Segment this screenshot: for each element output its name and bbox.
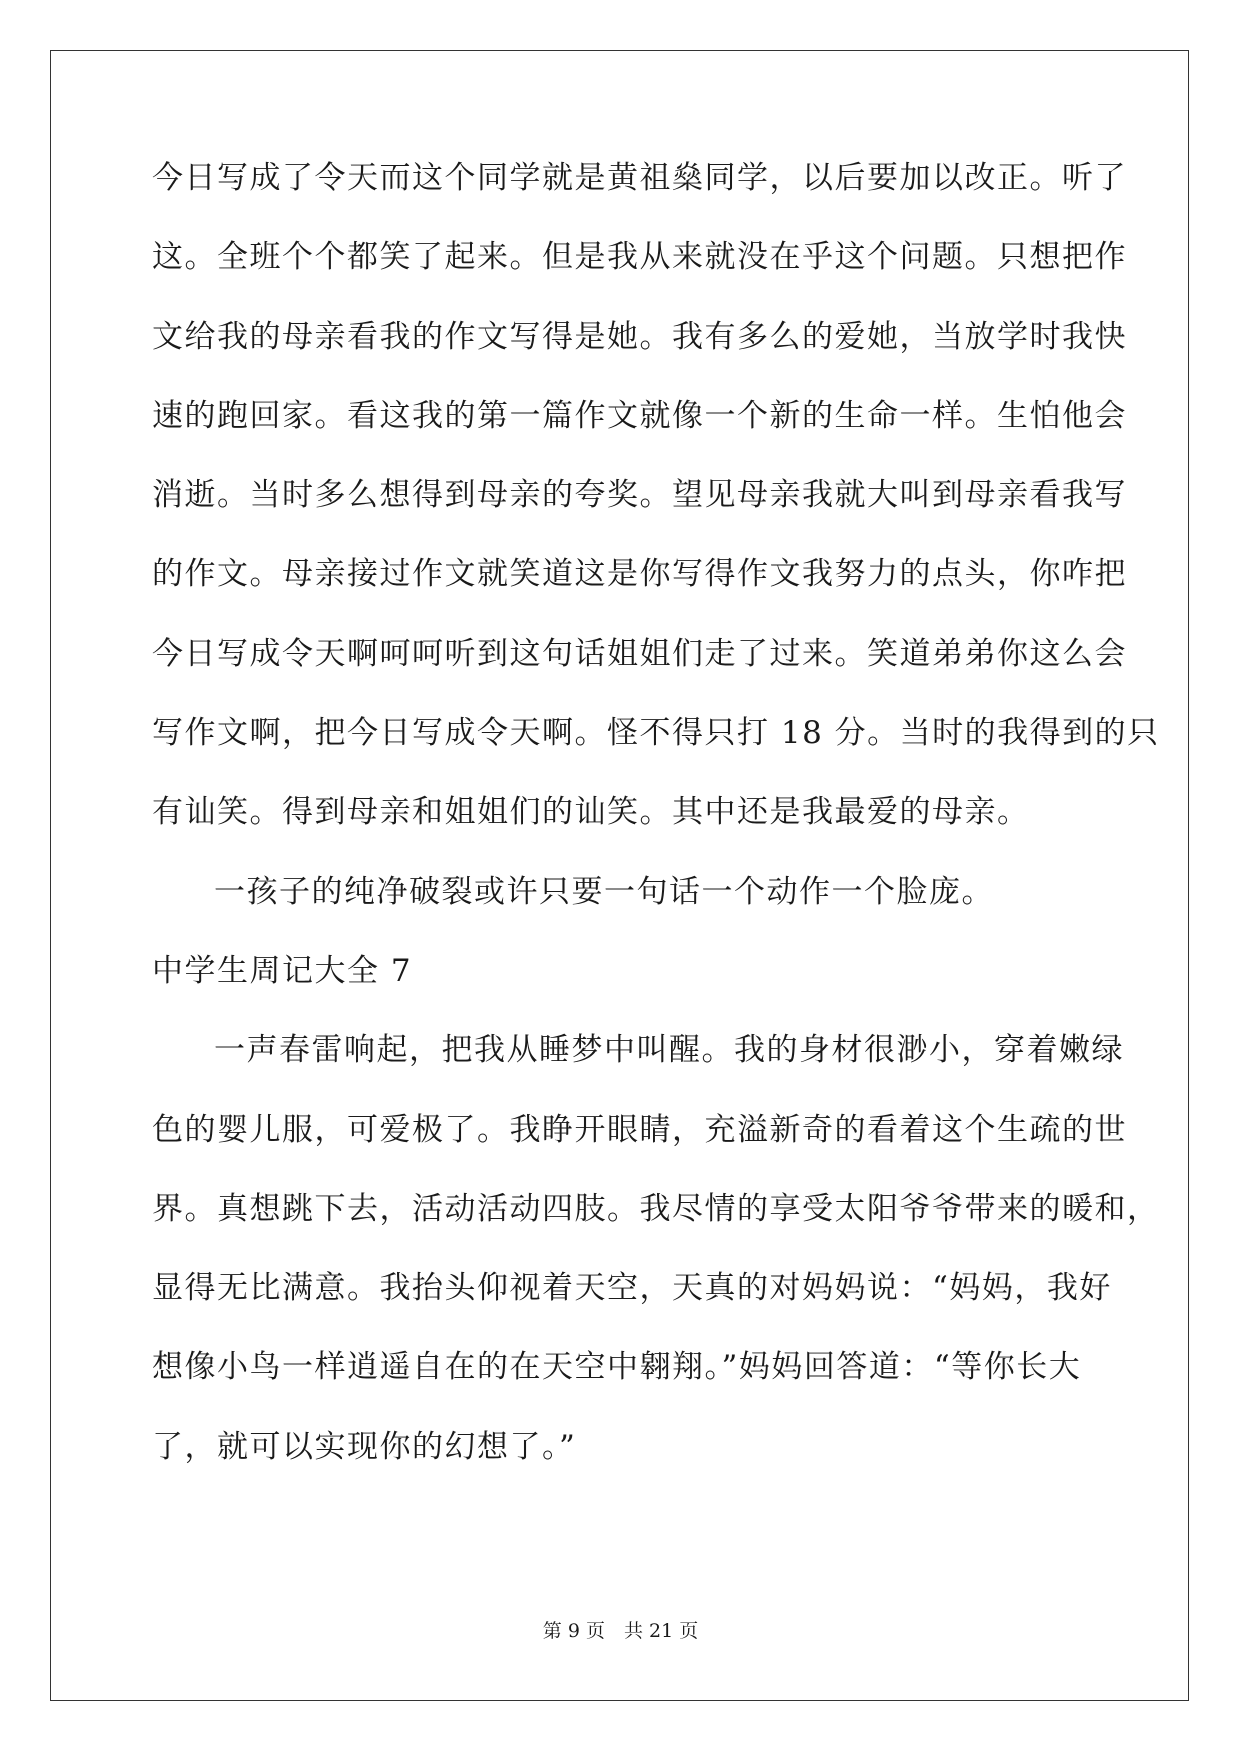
body-line: 今日写成了令天而这个同学就是黄祖燊同学，以后要加以改正。听了	[152, 160, 1127, 196]
paragraph-line: 一声春雷响起，把我从睡梦中叫醒。我的身材很渺小，穿着嫩绿	[214, 1032, 1124, 1069]
body-line: 的作文。母亲接过作文就笑道这是你写得作文我努力的点头，你咋把	[152, 556, 1127, 593]
paragraph-line: 一孩子的纯净破裂或许只要一句话一个动作一个脸庞。	[214, 873, 994, 910]
body-line: 今日写成令天啊呵呵听到这句话姐姐们走了过来。笑道弟弟你这么会	[152, 635, 1127, 672]
page-number-footer: 第 9 页 共 21 页	[542, 1620, 699, 1642]
body-line: 界。真想跳下去，活动活动四肢。我尽情的享受太阳爷爷带来的暖和，	[152, 1190, 1160, 1227]
body-line: 这。全班个个都笑了起来。但是我从来就没在乎这个问题。只想把作	[152, 239, 1127, 276]
body-line: 速的跑回家。看这我的第一篇作文就像一个新的生命一样。生怕他会	[152, 397, 1127, 434]
body-line: 文给我的母亲看我的作文写得是她。我有多么的爱她，当放学时我快	[152, 318, 1127, 355]
body-line: 显得无比满意。我抬头仰视着天空，天真的对妈妈说：“妈妈，我好	[152, 1270, 1112, 1307]
document-body	[152, 158, 1160, 1506]
section-heading: 中学生周记大全 7	[152, 952, 413, 989]
body-line: 色的婴儿服，可爱极了。我睁开眼睛，充溢新奇的看着这个生疏的世	[152, 1111, 1127, 1148]
body-line: 有讪笑。得到母亲和姐姐们的讪笑。其中还是我最爱的母亲。	[152, 794, 1030, 831]
body-line: 写作文啊，把今日写成令天啊。怪不得只打 18 分。当时的我得到的只	[152, 715, 1160, 752]
body-line: 消逝。当时多么想得到母亲的夸奖。望见母亲我就大叫到母亲看我写	[152, 477, 1127, 514]
body-line: 了，就可以实现你的幻想了。”	[152, 1428, 577, 1465]
body-line: 想像小鸟一样逍遥自在的在天空中翱翔。”妈妈回答道：“等你长大	[152, 1349, 1082, 1386]
